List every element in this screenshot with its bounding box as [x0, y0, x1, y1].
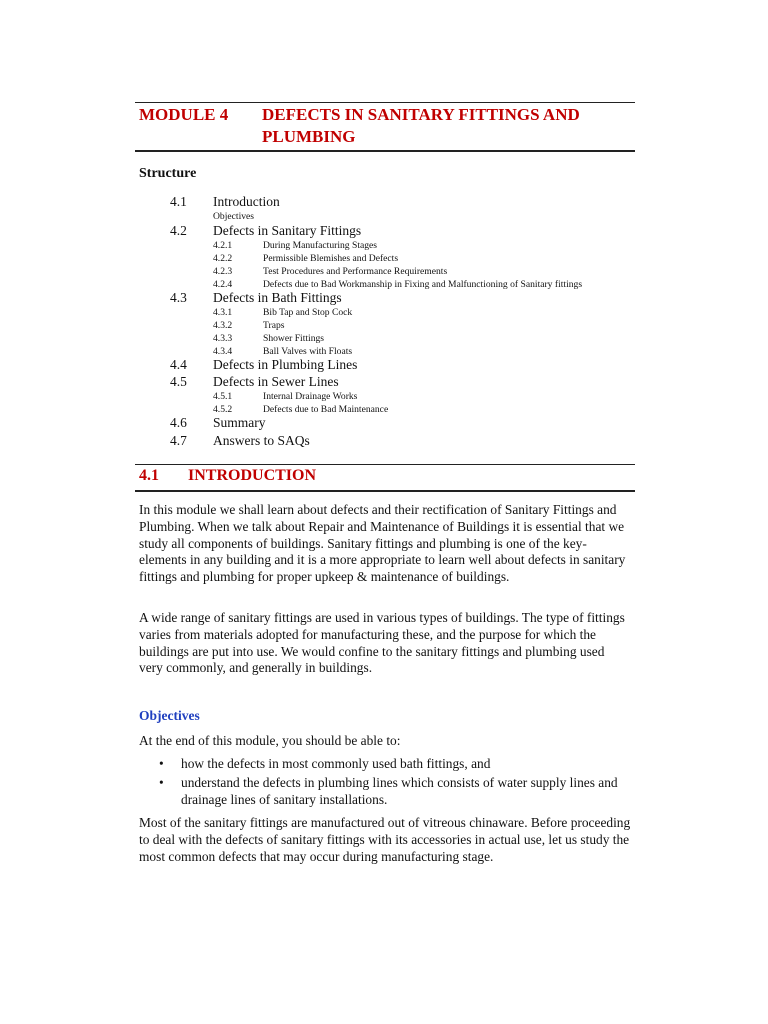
toc-subitem-title: Test Procedures and Performance Requirements: [263, 266, 448, 277]
objectives-list: [139, 756, 631, 810]
toc-subitem-title: Bib Tap and Stop Cock: [263, 307, 353, 318]
toc-item-title: Defects in Sanitary Fittings: [213, 223, 362, 238]
toc-subitem-title: Internal Drainage Works: [263, 391, 358, 402]
module-bottom-rule: [135, 150, 635, 152]
toc-item-title: Defects in Sewer Lines: [213, 374, 339, 389]
toc-item-number: 4.4: [170, 357, 187, 372]
structure-label: Structure: [139, 166, 197, 181]
toc-item-title: Defects in Bath Fittings: [213, 290, 342, 305]
toc-subitem-title: Defects due to Bad Maintenance: [263, 404, 389, 415]
objectives-heading: Objectives: [139, 708, 200, 723]
module-title: DEFECTS IN SANITARY FITTINGS AND PLUMBING: [262, 105, 580, 146]
toc-subitem-number: 4.5.2: [213, 404, 233, 415]
toc-subitem-title: Defects due to Bad Workmanship in Fixing and Malfunctioning of Sanitary fittings: [263, 279, 583, 290]
objectives-intro: At the end of this module, you should be able to:: [139, 733, 401, 748]
section-bottom-rule: [135, 490, 635, 492]
toc-item-number: 4.7: [170, 433, 187, 448]
toc-item-title: Introduction: [213, 194, 280, 209]
toc-subitem-title: Traps: [263, 320, 285, 331]
list-item: • how the defects in most commonly used bath fittings, and: [139, 756, 631, 773]
toc-subitem-number: 4.2.4: [213, 279, 233, 290]
toc-item-number: 4.3: [170, 290, 187, 305]
toc-subitem-number: 4.3.3: [213, 333, 233, 344]
toc-subitem-number: 4.2.3: [213, 266, 233, 277]
toc-subitem-number: 4.2.2: [213, 253, 233, 264]
intro-paragraph-2: A wide range of sanitary fittings are used in various types of buildings. The type of fittings varies from materials adopted for manufacturing these, and the purpose for which the buildings are put into use. We would confine to the sanitary fittings and plumbing used very commonly, and generally in buildings.: [139, 610, 625, 676]
toc-subitem-title: Shower Fittings: [263, 333, 325, 344]
toc-item-title: Defects in Plumbing Lines: [213, 357, 358, 372]
section-top-rule: [135, 464, 635, 465]
toc-item-title: Answers to SAQs: [213, 433, 310, 448]
toc-subitem-number: 4.2.1: [213, 240, 233, 251]
closing-paragraph: Most of the sanitary fittings are manufactured out of vitreous chinaware. Before proceeding to deal with the defects of sanitary fittings with its accessories in actual use, let us study the most common defects that may occur during manufacturing stage.: [139, 815, 631, 864]
toc-item-number: 4.5: [170, 374, 187, 389]
toc-subitem-title: During Manufacturing Stages: [263, 240, 378, 251]
section-title: INTRODUCTION: [188, 467, 317, 484]
toc-subitem-number: 4.3.1: [213, 307, 233, 318]
section-number: 4.1: [139, 467, 159, 484]
module-number: MODULE 4: [139, 105, 229, 124]
toc-subitem-number: 4.3.4: [213, 346, 233, 357]
module-top-rule: [135, 102, 635, 103]
toc-item-title: Summary: [213, 415, 266, 430]
toc-item-number: 4.2: [170, 223, 187, 238]
toc-item-number: 4.6: [170, 415, 187, 430]
toc-subitem-title: Permissible Blemishes and Defects: [263, 253, 399, 264]
toc-item-number: 4.1: [170, 194, 187, 209]
toc-item-note: Objectives: [213, 211, 255, 222]
toc-subitem-number: 4.5.1: [213, 391, 233, 402]
list-item: • understand the defects in plumbing lines which consists of water supply lines and drainage lines of sanitary installations.: [139, 775, 631, 809]
intro-paragraph-1: In this module we shall learn about defects and their rectification of Sanitary Fittings and Plumbing. When we talk about Repair and Maintenance of Buildings it is essential that we study all components of buildings. Sanitary fittings and plumbing is one of the key-elements in any building and it is a more appropriate to learn well about defects in sanitary fittings and plumbing for proper upkeep & maintenance of buildings.: [139, 502, 626, 585]
toc-subitem-title: Ball Valves with Floats: [263, 346, 353, 357]
toc-subitem-number: 4.3.2: [213, 320, 233, 331]
